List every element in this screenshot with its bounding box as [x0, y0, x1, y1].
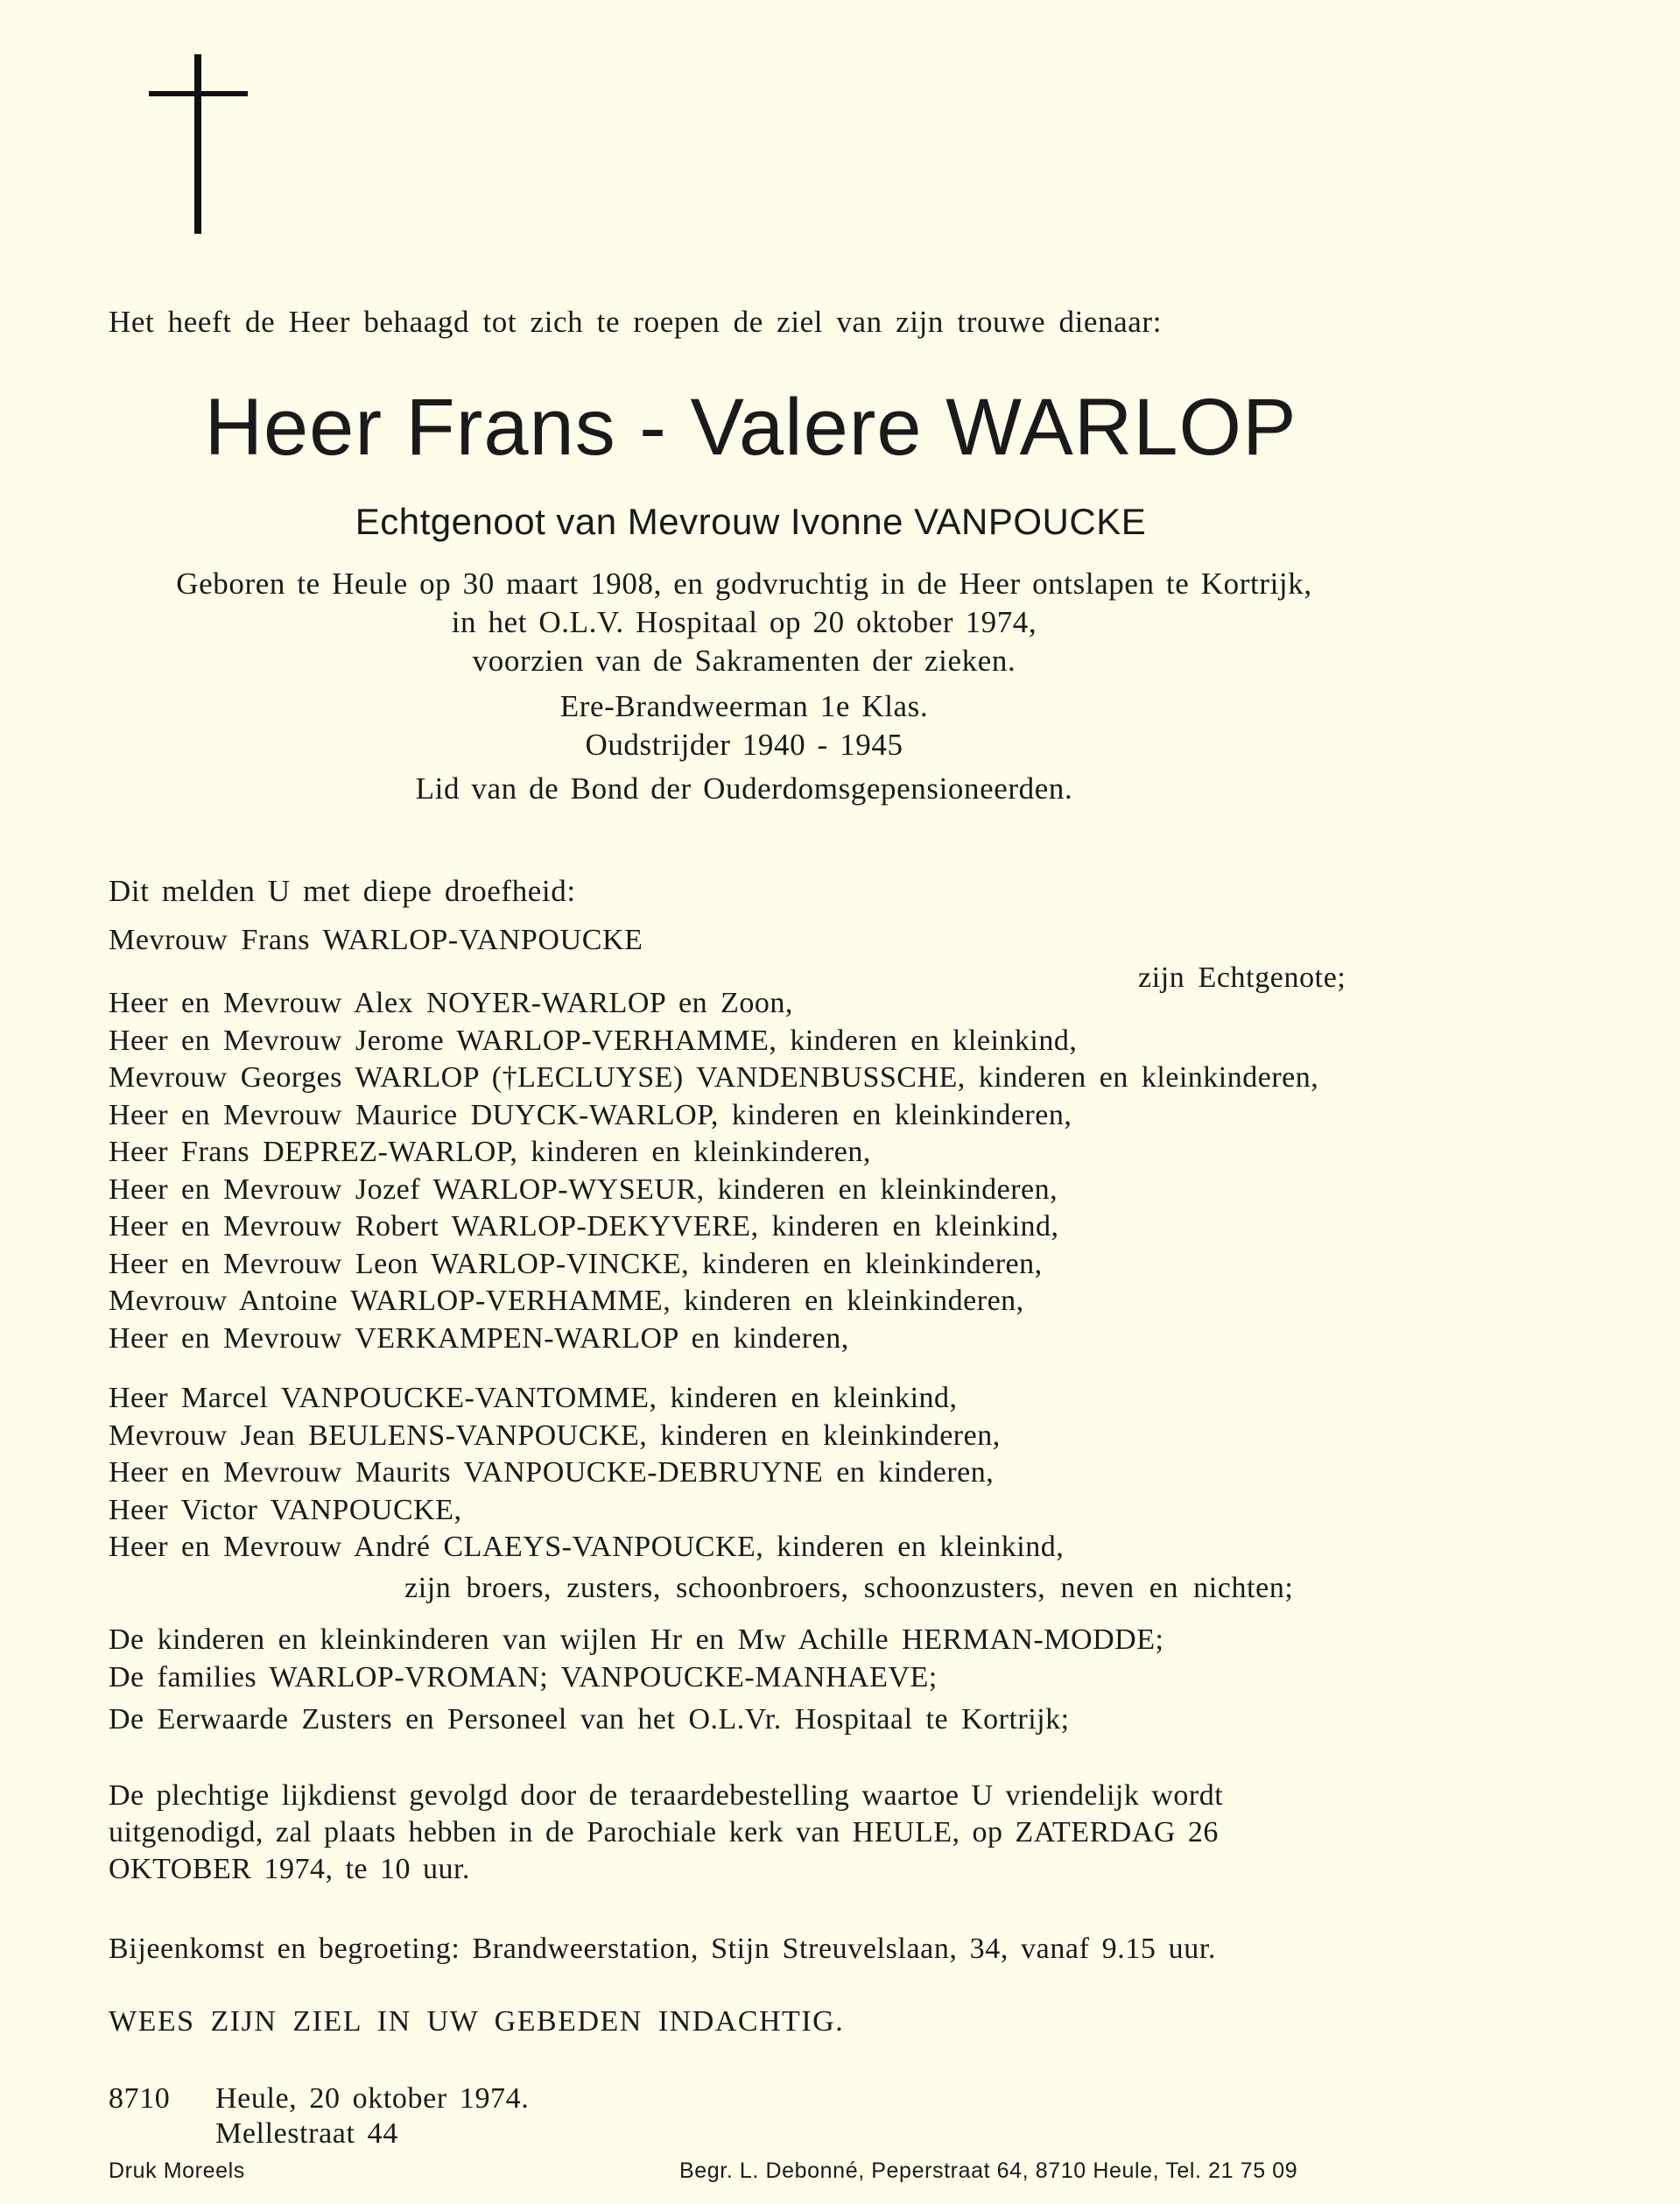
postcode: 8710 — [109, 2082, 171, 2115]
funeral-paragraph — [109, 1778, 1369, 1888]
bio-line: voorzien van de Sakramenten der zieken. — [472, 644, 1016, 678]
widow-role: zijn Echtgenote; — [1138, 961, 1346, 994]
list-item: Heer en Mevrouw Maurits VANPOUCKE-DEBRUYNE en kinderen, — [109, 1456, 995, 1489]
list-item: Heer en Mevrouw Maurice DUYCK-WARLOP, kinderen en kleinkinderen, — [109, 1098, 1072, 1131]
bio-line: Ere-Brandweerman 1e Klas. — [559, 689, 929, 723]
list-item: Heer Victor VANPOUCKE, — [109, 1493, 462, 1526]
list-item: Mevrouw Jean BEULENS-VANPOUCKE, kinderen en kleinkinderen, — [109, 1419, 1001, 1452]
bio-line: in het O.L.V. Hospitaal op 20 oktober 1974, — [451, 605, 1037, 639]
siblings-role: zijn broers, zusters, schoonbroers, schoonzusters, neven en nichten; — [404, 1572, 1294, 1604]
cross-icon-bar — [149, 91, 248, 96]
list-item: Mevrouw Georges WARLOP (†LECLUYSE) VANDENBUSSCHE, kinderen en kleinkinderen, — [109, 1061, 1319, 1094]
cross-icon — [194, 54, 201, 234]
list-item: Heer en Mevrouw VERKAMPEN-WARLOP en kinderen, — [109, 1321, 849, 1355]
list-item: Heer en Mevrouw Robert WARLOP-DEKYVERE, kinderen en kleinkind, — [109, 1210, 1059, 1243]
deceased-name: Heer Frans - Valere WARLOP — [204, 383, 1297, 472]
list-item: Heer Frans DEPREZ-WARLOP, kinderen en kleinkinderen, — [109, 1136, 871, 1168]
family-list-warlop — [109, 985, 1378, 1357]
printer-credit: Druk Moreels — [109, 2158, 245, 2183]
gathering-text: Bijeenkomst en begroeting: Brandweerstation, Stijn Streuvelslaan, 34, vanaf 9.15 uur. — [109, 1933, 1216, 1965]
list-item: Heer en Mevrouw Jerome WARLOP-VERHAMME, kinderen en kleinkind, — [109, 1024, 1078, 1057]
list-item: Heer en Mevrouw Leon WARLOP-VINCKE, kinderen en kleinkinderen, — [109, 1247, 1043, 1280]
list-item: De Eerwaarde Zusters en Personeel van het O.L.Vr. Hospitaal te Kortrijk; — [109, 1703, 1070, 1736]
spouse-line: Echtgenoot van Mevrouw Ivonne VANPOUCKE — [355, 501, 1147, 542]
intro-text: Het heeft de Heer behaagd tot zich te roepen de ziel van zijn trouwe dienaar: — [109, 305, 1163, 339]
announce-text: Dit melden U met diepe droefheid: — [109, 874, 576, 908]
family-list-vanpoucke — [109, 1380, 1378, 1567]
street-address: Mellestraat 44 — [215, 2117, 398, 2150]
bio-line: Oudstrijder 1940 - 1945 — [585, 728, 903, 762]
place-date: Heule, 20 oktober 1974. — [215, 2082, 530, 2115]
bio-line: Geboren te Heule op 30 maart 1908, en godvruchtig in de Heer ontslapen te Kortrijk, — [176, 567, 1312, 601]
funeral-line: De plechtige lijkdienst gevolgd door de teraardebestelling waartoe U vriendelijk wordt — [109, 1779, 1224, 1812]
list-item: Heer Marcel VANPOUCKE-VANTOMME, kinderen en kleinkind, — [109, 1382, 958, 1414]
other-relatives — [109, 1622, 1378, 1739]
funeral-line: OKTOBER 1974, te 10 uur. — [109, 1853, 470, 1885]
funeral-line: uitgenodigd, zal plaats hebben in de Parochiale kerk van HEULE, op ZATERDAG 26 — [109, 1816, 1219, 1848]
list-item: Heer en Mevrouw Jozef WARLOP-WYSEUR, kinderen en kleinkinderen, — [109, 1172, 1058, 1206]
bio-line: Lid van de Bond der Ouderdomsgepensioneerden. — [415, 771, 1073, 806]
list-item: Mevrouw Antoine WARLOP-VERHAMME, kinderen en kleinkinderen, — [109, 1285, 1024, 1317]
prayer-text: WEES ZIJN ZIEL IN UW GEBEDEN INDACHTIG. — [109, 2005, 845, 2038]
undertaker-credit: Begr. L. Debonné, Peperstraat 64, 8710 Heule, Tel. 21 75 09 — [679, 2158, 1298, 2183]
bio-block — [0, 565, 1488, 808]
list-item: Heer en Mevrouw Alex NOYER-WARLOP en Zoon, — [109, 987, 793, 1019]
list-item: De kinderen en kleinkinderen van wijlen Hr en Mw Achille HERMAN-MODDE; — [109, 1623, 1164, 1656]
widow-name: Mevrouw Frans WARLOP-VANPOUCKE — [109, 924, 643, 956]
list-item: De families WARLOP-VROMAN; VANPOUCKE-MANHAEVE; — [109, 1660, 938, 1693]
list-item: Heer en Mevrouw André CLAEYS-VANPOUCKE, kinderen en kleinkind, — [109, 1531, 1065, 1563]
